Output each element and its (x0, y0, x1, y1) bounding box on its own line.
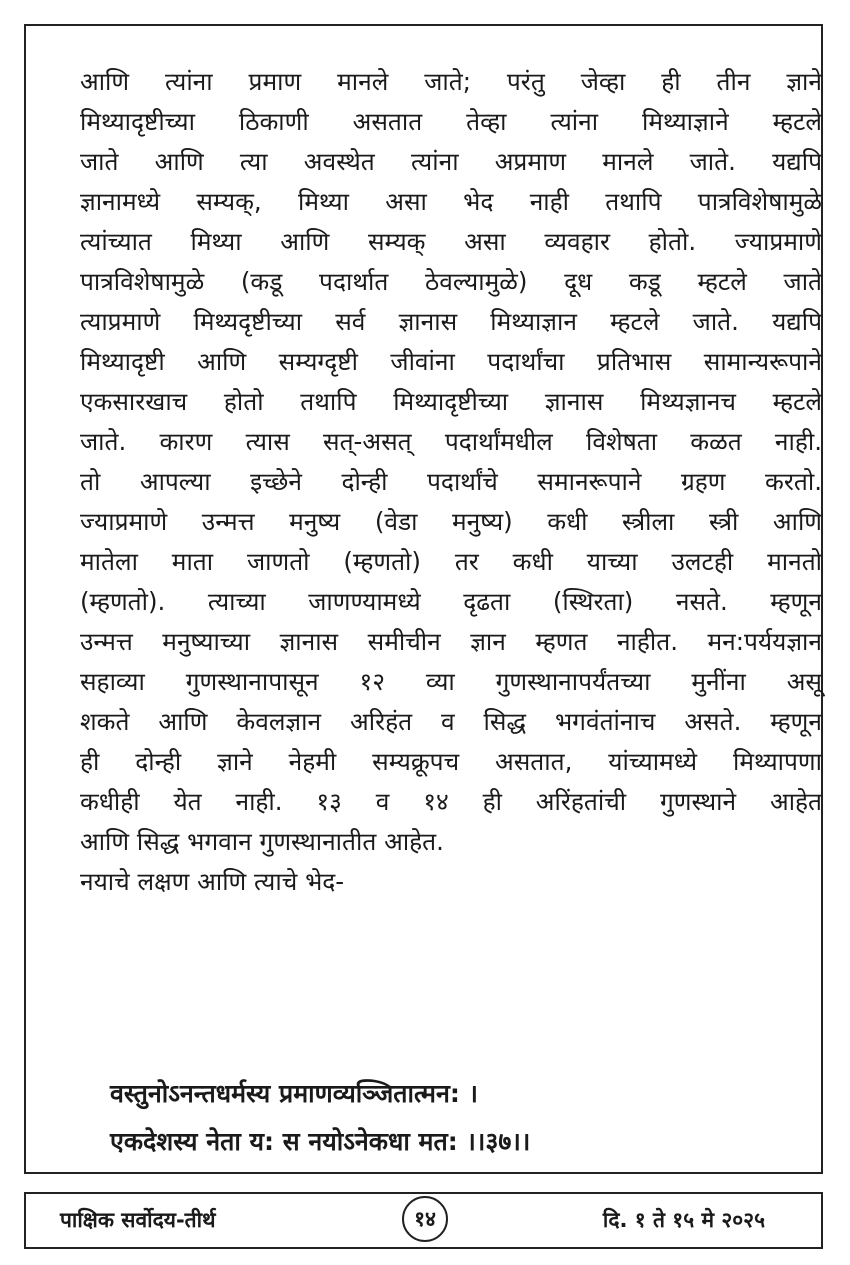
publication-name: पाक्षिक सर्वोदय-तीर्थ (60, 1208, 216, 1232)
verse-line-1: वस्तुनोऽनन्तधर्मस्य प्रमाणव्यञ्जितात्मन: । (110, 1079, 479, 1108)
text-line: मातेला माता जाणतो (म्हणतो) तर कधी याच्या उलटही मानतो (80, 547, 822, 576)
text-line: मिथ्यादृष्टी आणि सम्यग्दृष्टी जीवांना पदार्थांचा प्रतिभास सामान्यरूपाने (80, 347, 822, 376)
verse-line-2: एकदेशस्य नेता य: स नयोऽनेकधा मत: ।।३७।। (110, 1127, 531, 1156)
text-line: त्यांच्यात मिथ्या आणि सम्यक् असा व्यवहार होतो. ज्याप्रमाणे (80, 227, 822, 256)
text-line: कधीही येत नाही. १३ व १४ ही अरिंहतांची गुणस्थाने आहेत (80, 787, 822, 816)
section-heading: नयाचे लक्षण आणि त्याचे भेद- (80, 867, 345, 896)
text-line: जाते आणि त्या अवस्थेत त्यांना अप्रमाण मानले जाते. यद्यपि (80, 147, 822, 176)
text-line: एकसारखाच होतो तथापि मिथ्यादृष्टीच्या ज्ञानास मिथ्यज्ञानच म्हटले (80, 387, 822, 416)
text-line: ज्ञानामध्ये सम्यक्, मिथ्या असा भेद नाही तथापि पात्रविशेषामुळे (80, 187, 822, 216)
issue-date: दि. १ ते १५ मे २०२५ (602, 1208, 765, 1232)
content-frame (24, 24, 823, 1174)
text-line: ज्याप्रमाणे उन्मत्त मनुष्य (वेडा मनुष्य) कधी स्त्रीला स्त्री आणि (80, 507, 822, 536)
text-line: आणि त्यांना प्रमाण मानले जाते; परंतु जेव्हा ही तीन ज्ञाने (80, 67, 822, 96)
text-line: ही दोन्ही ज्ञाने नेहमी सम्यक्रूपच असतात, यांच्यामध्ये मिथ्यापणा (80, 747, 822, 776)
text-line: (म्हणतो). त्याच्या जाणण्यामध्ये दृढता (स्थिरता) नसते. म्हणून (80, 587, 822, 616)
text-line: उन्मत्त मनुष्याच्या ज्ञानास समीचीन ज्ञान म्हणत नाहीत. मन:पर्ययज्ञान (80, 627, 822, 656)
text-line: जाते. कारण त्यास सत्-असत् पदार्थांमधील विशेषता कळत नाही. (80, 427, 822, 456)
text-line: त्याप्रमाणे मिथ्यदृष्टीच्या सर्व ज्ञानास मिथ्याज्ञान म्हटले जाते. यद्यपि (80, 307, 822, 336)
footer (24, 1192, 823, 1249)
text-line: शकते आणि केवलज्ञान अरिहंत व सिद्ध भगवंतांनाच असते. म्हणून (80, 707, 822, 736)
text-line: पात्रविशेषामुळे (कडू पदार्थात ठेवल्यामुळे) दूध कडू म्हटले जाते (80, 267, 822, 296)
text-line: सहाव्या गुणस्थानापासून १२ व्या गुणस्थानापर्यंतच्या मुनींना असू (80, 667, 822, 696)
text-line: आणि सिद्ध भगवान गुणस्थानातीत आहेत. (80, 827, 444, 856)
page-number: १४ (402, 1196, 448, 1242)
text-line: मिथ्यादृष्टीच्या ठिकाणी असतात तेव्हा त्यांना मिथ्याज्ञाने म्हटले (80, 107, 822, 136)
text-line: तो आपल्या इच्छेने दोन्ही पदार्थांचे समानरूपाने ग्रहण करतो. (80, 467, 822, 496)
body-text (80, 62, 822, 902)
